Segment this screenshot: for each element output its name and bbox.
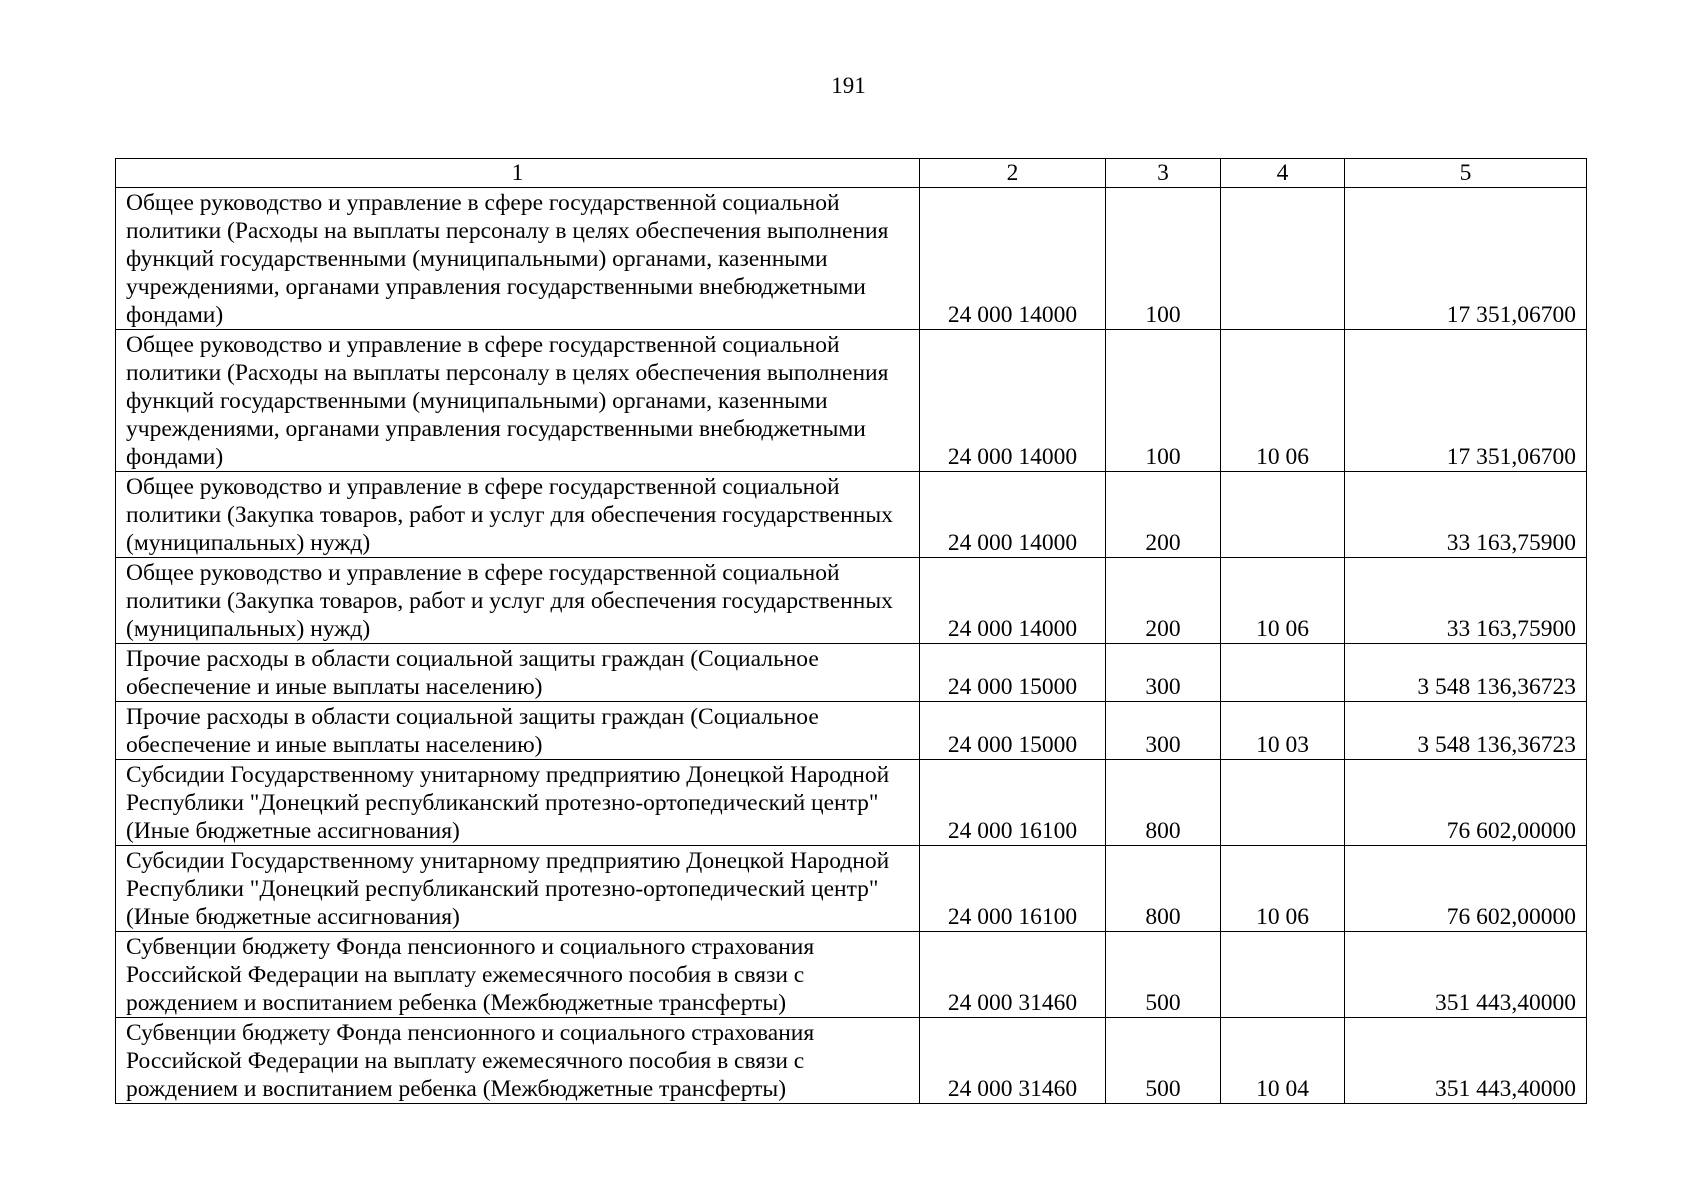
- amount-cell: 17 351,06700: [1345, 330, 1587, 472]
- table-row: [116, 1018, 1587, 1104]
- table-row: [116, 702, 1587, 760]
- section-cell: [1221, 472, 1345, 558]
- table-row: [116, 846, 1587, 932]
- amount-cell: 17 351,06700: [1345, 188, 1587, 330]
- amount-cell: 76 602,00000: [1345, 760, 1587, 846]
- target-code-cell: 24 000 31460: [920, 932, 1106, 1018]
- expense-name-cell: Общее руководство и управление в сфере государственной социальной политики (Расходы на выплаты персоналу в целях обеспечения выполнения функций государственными (муниципальными) органами, казенными учреждениями, органами управления государственными внебюджетными фондами): [116, 330, 920, 472]
- column-header: 3: [1106, 159, 1221, 188]
- section-cell: [1221, 932, 1345, 1018]
- amount-cell: 76 602,00000: [1345, 846, 1587, 932]
- table-row: [116, 472, 1587, 558]
- budget-table: [115, 158, 1587, 1104]
- target-code-cell: 24 000 14000: [920, 558, 1106, 644]
- expense-name-cell: Субвенции бюджету Фонда пенсионного и социального страхования Российской Федерации на выплату ежемесячного пособия в связи с рождением и воспитанием ребенка (Межбюджетные трансферты): [116, 1018, 920, 1104]
- expense-name-cell: Общее руководство и управление в сфере государственной социальной политики (Закупка товаров, работ и услуг для обеспечения государственных (муниципальных) нужд): [116, 558, 920, 644]
- table-row: [116, 558, 1587, 644]
- target-code-cell: 24 000 16100: [920, 846, 1106, 932]
- expense-name-cell: Прочие расходы в области социальной защиты граждан (Социальное обеспечение и иные выплаты населению): [116, 644, 920, 702]
- expense-type-cell: 800: [1106, 846, 1221, 932]
- target-code-cell: 24 000 14000: [920, 188, 1106, 330]
- section-cell: [1221, 188, 1345, 330]
- section-cell: 10 06: [1221, 846, 1345, 932]
- expense-name-cell: Субсидии Государственному унитарному предприятию Донецкой Народной Республики "Донецкий республиканский протезно-ортопедический центр" (Иные бюджетные ассигнования): [116, 760, 920, 846]
- expense-type-cell: 200: [1106, 558, 1221, 644]
- expense-name-cell: Общее руководство и управление в сфере государственной социальной политики (Расходы на выплаты персоналу в целях обеспечения выполнения функций государственными (муниципальными) органами, казенными учреждениями, органами управления государственными внебюджетными фондами): [116, 188, 920, 330]
- section-cell: 10 06: [1221, 558, 1345, 644]
- expense-type-cell: 500: [1106, 1018, 1221, 1104]
- target-code-cell: 24 000 14000: [920, 330, 1106, 472]
- expense-type-cell: 100: [1106, 330, 1221, 472]
- amount-cell: 351 443,40000: [1345, 1018, 1587, 1104]
- section-cell: 10 04: [1221, 1018, 1345, 1104]
- amount-cell: 351 443,40000: [1345, 932, 1587, 1018]
- expense-type-cell: 300: [1106, 644, 1221, 702]
- amount-cell: 33 163,75900: [1345, 558, 1587, 644]
- expense-name-cell: Прочие расходы в области социальной защиты граждан (Социальное обеспечение и иные выплаты населению): [116, 702, 920, 760]
- expense-name-cell: Субвенции бюджету Фонда пенсионного и социального страхования Российской Федерации на выплату ежемесячного пособия в связи с рождением и воспитанием ребенка (Межбюджетные трансферты): [116, 932, 920, 1018]
- column-header: 1: [116, 159, 920, 188]
- target-code-cell: 24 000 31460: [920, 1018, 1106, 1104]
- page-number: 191: [831, 73, 866, 98]
- column-header: 4: [1221, 159, 1345, 188]
- amount-cell: 33 163,75900: [1345, 472, 1587, 558]
- column-header: 5: [1345, 159, 1587, 188]
- expense-type-cell: 800: [1106, 760, 1221, 846]
- table-row: [116, 330, 1587, 472]
- target-code-cell: 24 000 15000: [920, 702, 1106, 760]
- expense-name-cell: Субсидии Государственному унитарному предприятию Донецкой Народной Республики "Донецкий республиканский протезно-ортопедический центр" (Иные бюджетные ассигнования): [116, 846, 920, 932]
- section-cell: 10 06: [1221, 330, 1345, 472]
- target-code-cell: 24 000 15000: [920, 644, 1106, 702]
- target-code-cell: 24 000 16100: [920, 760, 1106, 846]
- expense-type-cell: 200: [1106, 472, 1221, 558]
- expense-name-cell: Общее руководство и управление в сфере государственной социальной политики (Закупка товаров, работ и услуг для обеспечения государственных (муниципальных) нужд): [116, 472, 920, 558]
- expense-type-cell: 100: [1106, 188, 1221, 330]
- table-header-row: [116, 159, 1587, 188]
- section-cell: [1221, 644, 1345, 702]
- section-cell: [1221, 760, 1345, 846]
- table-row: [116, 932, 1587, 1018]
- expense-type-cell: 300: [1106, 702, 1221, 760]
- expense-type-cell: 500: [1106, 932, 1221, 1018]
- target-code-cell: 24 000 14000: [920, 472, 1106, 558]
- amount-cell: 3 548 136,36723: [1345, 702, 1587, 760]
- section-cell: 10 03: [1221, 702, 1345, 760]
- table-row: [116, 760, 1587, 846]
- table-row: [116, 188, 1587, 330]
- table-row: [116, 644, 1587, 702]
- column-header: 2: [920, 159, 1106, 188]
- amount-cell: 3 548 136,36723: [1345, 644, 1587, 702]
